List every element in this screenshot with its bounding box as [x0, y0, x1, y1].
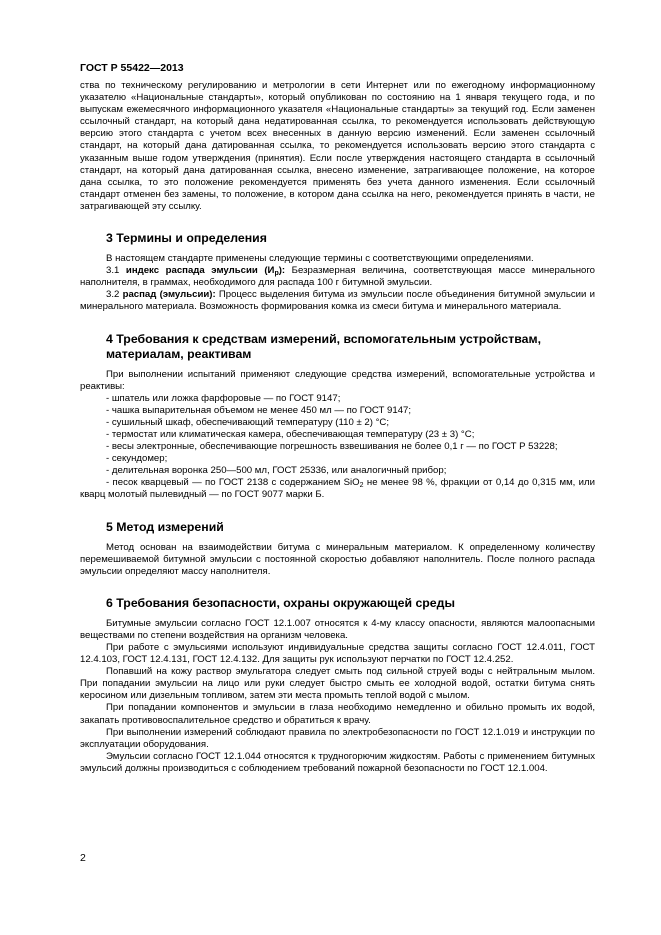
intro-paragraph: ства по техническому регулированию и метрологии в сети Интернет или по ежегодному информационному указателю «Национальные стандарты», который опубликован по состоянию на 1 января текущего года, и по выпускам ежемесячного информационного указателя «Национальные стандарты» за текущий год. Если заменен ссылочный стандарт, на который дана недатированная ссылка, то рекомендуется использовать действующую версию этого стандарта с учетом всех внесенных в данную версию изменений. Если заменен ссылочный стандарт, на который дана датированная ссылка, то рекомендуется использовать версию этого стандарта с указанным выше годом утверждения (принятия). Если после утверждения настоящего стандарта в ссылочный стандарт, на который дана датированная ссылка, внесено изменение, затрагивающее положение, на которое дана ссылка, то это положение рекомендуется применять без учета данного изменения. Если ссылочный стандарт отменен без замены, то положение, в котором дана ссылка на него, рекомендуется принять в части, не затрагивающей эту ссылку.	[80, 80, 595, 212]
page-number: 2	[80, 852, 86, 864]
section-6-paragraph: При попадании компонентов и эмульсии в глаза необходимо немедленно и обильно промыть их водой, закапать противовоспалительное средство и обратиться к врачу.	[80, 702, 595, 726]
section-6-paragraph: Попавший на кожу раствор эмульгатора следует смыть под сильной струей воды с нейтральным мылом. При попадании эмульсии на лицо или руки следует быстро смыть ее холодной водой, остатки битума снять керосином или дизельным топливом, затем эти места промыть теплой водой с мылом.	[80, 666, 595, 702]
equipment-item: - сушильный шкаф, обеспечивающий температуру (110 ± 2) °С;	[106, 416, 390, 428]
section-6-heading	[80, 596, 595, 611]
section-4-intro: При выполнении испытаний применяют следующие средства измерений, вспомогательные устройства и реактивы:	[80, 368, 595, 392]
section-5-heading	[80, 520, 595, 535]
section-5-title: Метод измерений	[116, 519, 224, 534]
section-6-paragraph: Битумные эмульсии согласно ГОСТ 12.1.007 относятся к 4-му классу опасности, являются малоопасными веществами по степени воздействия на организм человека.	[80, 617, 595, 641]
equipment-item: - секундомер;	[106, 453, 168, 465]
term-3-2-name: распад (эмульсии):	[122, 289, 216, 301]
equipment-item: - делительная воронка 250—500 мл, ГОСТ 25336, или аналогичный прибор;	[106, 465, 447, 477]
section-3-intro: В настоящем стандарте применены следующие термины с соответствующими определениями.	[106, 253, 534, 265]
term-3-1-definition: Безразмерная величина, соответствующая массе минерального наполнителя, в граммах, необходимого для распада 100 г битумной эмульсии.	[80, 265, 595, 289]
term-3-1: 3.1 индекс распада эмульсии $(И_р)$: Безразмерная величина, соответствующая массе минерального наполнителя, в граммах, необходимого для распада 100 г битумной эмульсии.	[80, 265, 595, 289]
equipment-item-sand: - песок кварцевый — по ГОСТ 2138 с содержанием SiO$_2$ не менее 98 %, фракции от 0,14 до 0,315 мм, или кварц молотый пылевидный — по ГОСТ 9077 марки Б.	[80, 477, 595, 501]
equipment-item: - весы электронные, обеспечивающие погрешность взвешивания не более 0,1 г — по ГОСТ Р 53228;	[106, 441, 558, 453]
section-6-paragraph: При работе с эмульсиями используют индивидуальные средства защиты согласно ГОСТ 12.4.011, ГОСТ 12.4.103, ГОСТ 12.4.131, ГОСТ 12.4.132. Для защиты рук используют перчатки по ГОСТ 12.4.252.	[80, 642, 595, 666]
section-5-paragraph: Метод основан на взаимодействии битума с минеральным материалом. К определенному количеству перемешиваемой битумной эмульсии с постоянной скоростью добавляют наполнитель. После полного распада эмульсии определяют массу наполнителя.	[80, 541, 595, 577]
section-3-title: Термины и определения	[116, 231, 267, 246]
section-4-heading	[80, 332, 595, 362]
term-3-2: 3.2 распад (эмульсии): Процесс выделения битума из эмульсии после объединения битумной эмульсии и минерального материала. Возможность формирования комка из смеси битума и минерального материала.	[80, 289, 595, 313]
equipment-item: - шпатель или ложка фарфоровые — по ГОСТ 9147;	[106, 392, 341, 404]
section-5-number: 5	[106, 519, 113, 534]
section-6-paragraph: При выполнении измерений соблюдают правила по электробезопасности по ГОСТ 12.1.019 и инструкции по эксплуатации оборудования.	[80, 726, 595, 750]
term-3-2-definition: Процесс выделения битума из эмульсии после объединения битумной эмульсии и минерального материала. Возможность формирования комка из смеси битума и минерального материала.	[80, 289, 595, 313]
term-3-1-name: индекс распада эмульсии $(И_р)$:	[125, 265, 286, 278]
section-4-title: Требования к средствам измерений, вспомогательным устройствам, материалам, реактивам	[106, 331, 541, 361]
section-6-paragraph: Эмульсии согласно ГОСТ 12.1.044 относятся к трудногорючим жидкостям. Работы с применением битумных эмульсий должны производиться с соблюдением требований пожарной безопасности по ГОСТ 12.1.004.	[80, 750, 595, 774]
section-4-number: 4	[106, 331, 113, 346]
section-6-number: 6	[106, 595, 113, 610]
document-body	[80, 80, 595, 775]
document-code-header: ГОСТ Р 55422—2013	[80, 62, 184, 74]
equipment-item: - термостат или климатическая камера, обеспечивающая температуру (23 ± 3) °С;	[106, 428, 475, 440]
section-3-number: 3	[106, 231, 113, 246]
section-6-title: Требования безопасности, охраны окружающей среды	[116, 595, 455, 610]
section-3-heading	[80, 231, 595, 246]
equipment-item: - чашка выпарительная объемом не менее 450 мл — по ГОСТ 9147;	[106, 404, 412, 416]
